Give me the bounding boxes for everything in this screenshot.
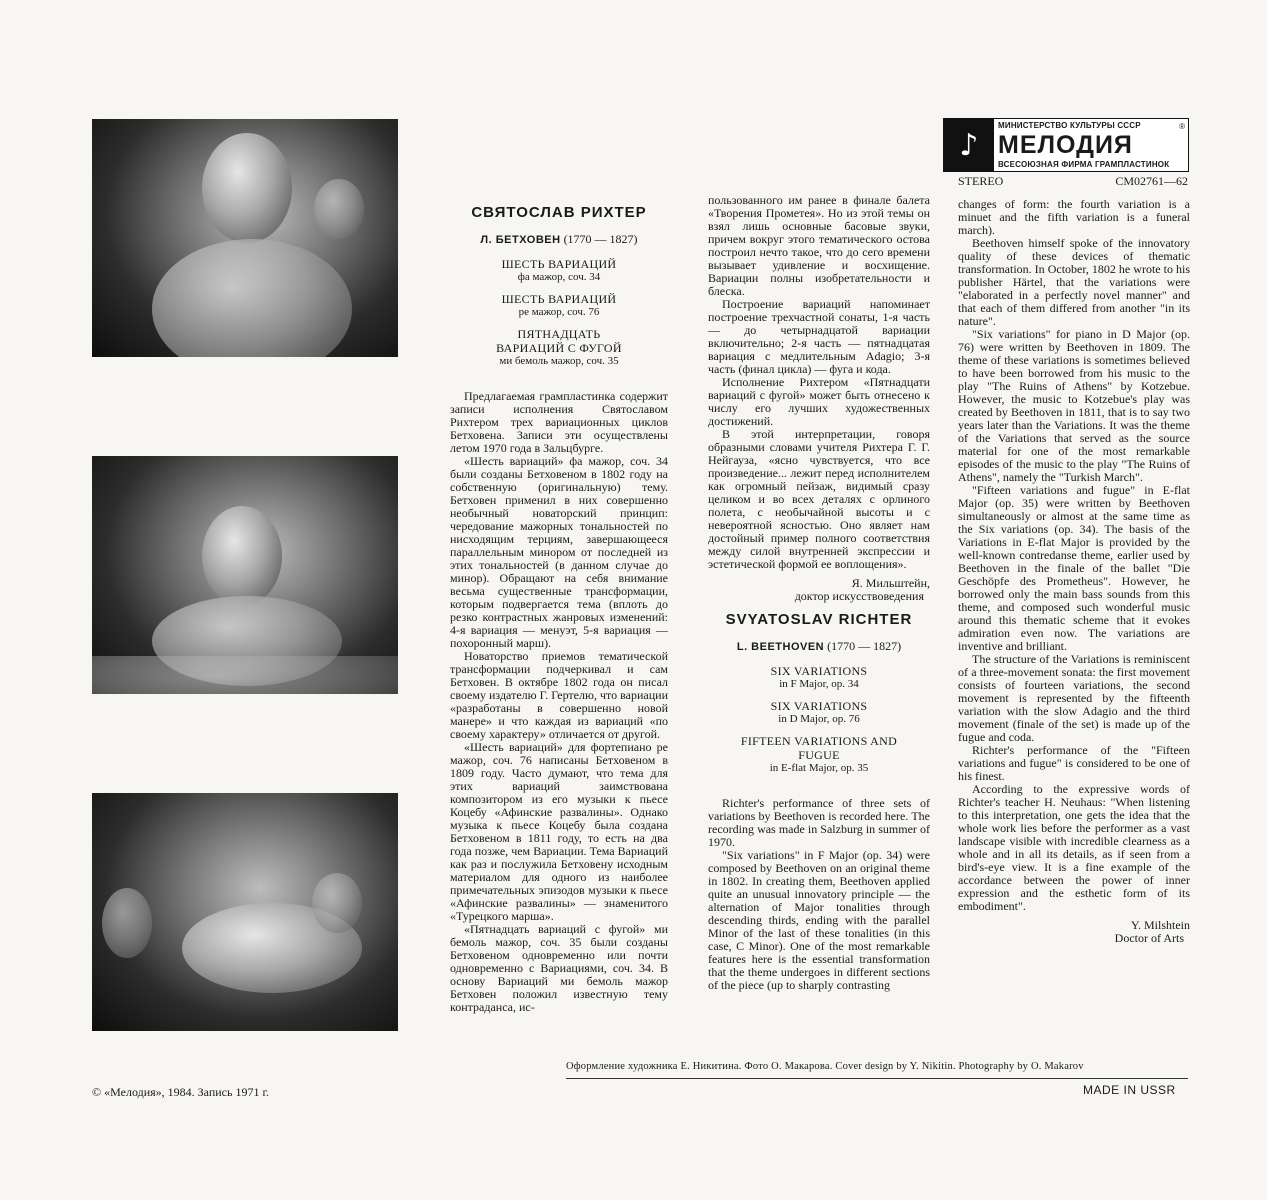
paragraph-ru: «Шесть вариаций» фа мажор, соч. 34 были созданы Бетховеном в 1802 году на собственную (оригинальную) тему. Бетховен применил в них совершенно необычный новаторский принцип: чередование мажорных тональностей по нисходящим терциям, завершающееся параллельным минором от последней из этих тональностей (в данном случае до минор). Обращают на себя внимание весьма существенные трансформации, которым подвергается тема (вплоть до резко контрастных жанровых изменений: 4-я вариация — менуэт, 5-я вариация — похоронный марш). xyxy=(450,454,668,650)
paragraph-en: Richter's performance of the "Fifteen variations and fugue" is considered to be one of his finest. xyxy=(958,743,1190,783)
logo-ministry-line: МИНИСТЕРСТВО КУЛЬТУРЫ СССР xyxy=(998,121,1141,130)
paragraph-en: "Six variations" for piano in D Major (op. 76) were written by Beethoven in 1809. The theme of these variations is sometimes believed to have been borrowed from his music to the play "The Ruins of Athens" by Kotzebue. However, the music to Kotzebue's play was created by Beethoven in 1811, that is to say two years later than the Variations. It was the theme of the Variations that served as the source material for one of the most remarkable episodes of the music to the play "The Ruins of Athens", namely the "Turkish March". xyxy=(958,327,1190,484)
paragraph-ru: «Шесть вариаций» для фортепиано ре мажор, соч. 76 написаны Бетховеном в 1809 году. Часто думают, что тема для этих вариаций заимствована композитором из его музыки к пьесе Коцебу «Афинские развалины». Однако музыка к пьесе Коцебу была создана Бетховеном в 1811 году, то есть на два года позже, чем Вариации. Тема Вариаций как раз и послужила Бетховену исходным материалом для одного из наиболее примечательных эпизодов музыки к пьесе «Афинские развалины» — знаменитого «Турецкого марша». xyxy=(450,740,668,923)
catalog-number: СМ02761—62 xyxy=(1115,174,1188,188)
composer-years-ru: (1770 — 1827) xyxy=(563,232,638,246)
paragraph-en: Richter's performance of three sets of variations by Beethoven is recorded here. The recording was made in Salzburg in summer of 1970. xyxy=(708,796,930,849)
column-russian-english xyxy=(708,194,930,992)
paragraph-en: Beethoven himself spoke of the innovatory quality of these devices of thematic transformation. In October, 1802 he wrote to his publisher Härtel, that the variations were "elaborated in a perfectly novel manner" and that each of them differed from another "in its nature". xyxy=(958,236,1190,328)
paragraph-en: "Six variations" in F Major (op. 34) were composed by Beethoven on an original theme in 1802. In creating them, Beethoven applied quite an unusual innovatory principle — the alternation of Major tonalities through descending thirds, ending with the parallel Minor of the last of these tonalities (in this case, C Minor). One of the most remarkable features here is the essential transformation that the theme undergoes in different sections of the piece (up to sharply contrasting xyxy=(708,848,930,992)
work-title-ru: ПЯТНАДЦАТЬ ВАРИАЦИЙ С ФУГОЙ xyxy=(496,327,622,355)
composer-years-en: (1770 — 1827) xyxy=(827,639,902,653)
work-key-en: in F Major, op. 34 xyxy=(779,678,859,690)
work-key-ru: ми бемоль мажор, соч. 35 xyxy=(499,355,619,367)
work-title-ru: ШЕСТЬ ВАРИАЦИЙ xyxy=(501,257,617,271)
catalog-info xyxy=(958,174,1188,189)
paragraph-en: According to the expressive words of Richter's teacher H. Neuhaus: "When listening to this interpretation, one gets the idea that the whole work lies before the performer as a vast landscape visible with incredible clearness as a whole and in all its details, as if seen from a bird's-eye view. It is a fine example of the accordance between the power of inner expression and the esthetic form of its embodiment". xyxy=(958,782,1190,913)
work-key-ru: фа мажор, соч. 34 xyxy=(517,271,601,283)
registered-mark: ® xyxy=(1179,122,1185,131)
paragraph-en: changes of form: the fourth variation is a minuet and the fifth variation is a funeral march). xyxy=(958,197,1190,237)
photo-richter-resting-on-piano xyxy=(92,793,398,1031)
melodiya-note-icon: ♪ xyxy=(944,119,994,171)
composer-name-en: L. BEETHOVEN xyxy=(736,641,825,653)
performer-name-en: SVYATOSLAV RICHTER xyxy=(725,611,913,628)
composer-en xyxy=(708,640,930,654)
logo-name: МЕЛОДИЯ xyxy=(998,131,1133,159)
composer-ru xyxy=(450,233,668,247)
paragraph-ru: пользованного им ранее в финале балета «Творения Прометея». Но из этой темы он взял лишь основные басовые звуки, причем вокруг этого тематического остова построил нечто такое, что до сего времени вызывает удивление и восхищение. Вариации полны изобретательности и блеска. xyxy=(708,193,930,298)
work-key-en: in E-flat Major, op. 35 xyxy=(769,762,869,774)
signature-name-en: Y. Milshtein xyxy=(1130,918,1190,932)
design-credits: Оформление художника Е. Никитина. Фото О. Макарова. Cover design by Y. Nikitin. Photography by O. Makarov xyxy=(566,1061,1084,1072)
column-english xyxy=(958,198,1190,955)
composer-name-ru: Л. БЕТХОВЕН xyxy=(480,234,561,246)
melodiya-logo xyxy=(943,118,1189,172)
work-title-ru: ШЕСТЬ ВАРИАЦИЙ xyxy=(501,292,617,306)
paragraph-ru: Предлагаемая грампластинка содержит записи исполнения Святославом Рихтером трех вариационных циклов Бетховена. Записи эти осуществлены летом 1970 года в Зальцбурге. xyxy=(450,389,668,455)
logo-company-line: ВСЕСОЮЗНАЯ ФИРМА ГРАМПЛАСТИНОК xyxy=(998,160,1170,169)
work-title-en: FIFTEEN VARIATIONS AND FUGUE xyxy=(740,734,898,762)
photo-richter-conducting xyxy=(92,119,398,357)
paragraph-en: The structure of the Variations is reminiscent of a three-movement sonata: the first movement consists of fourteen variations, the second movement is represented by the fifteenth variation with the slow Adagio and the third movement (finale of the set) is made up of the fugue and coda. xyxy=(958,652,1190,744)
column-russian-intro xyxy=(450,198,668,1014)
work-key-en: in D Major, op. 76 xyxy=(778,713,860,725)
paragraph-ru: Построение вариаций напоминает построение трехчастной сонаты, 1-я часть — до четырнадцатой вариации включительно; 2-я часть — пятнадцатая вариация с медлительным Adagio; 3-я часть (финал цикла) — фуга и кода. xyxy=(708,297,930,376)
paragraph-ru: «Пятнадцать вариаций с фугой» ми бемоль мажор, соч. 35 были созданы Бетховеном одновременно или почти одновременно с Вариациями, соч. 34. В основу Вариаций ми бемоль мажор Бетховен положил известную тему контраданса, ис- xyxy=(450,922,668,1014)
work-title-en: SIX VARIATIONS xyxy=(770,664,868,678)
signature-title-ru: доктор искусствоведения xyxy=(794,589,924,603)
made-in-label: MADE IN USSR xyxy=(1083,1083,1176,1097)
work-title-en: SIX VARIATIONS xyxy=(770,699,868,713)
signature-name-ru: Я. Мильштейн, xyxy=(851,576,930,590)
paragraph-en: "Fifteen variations and fugue" in E-flat Major (op. 35) were written by Beethoven simultaneously or almost at the same time as the Six variations (op. 34). The basis of the Variations in E-flat Major is provided by the well-known contredanse theme, earlier used by Beethoven in the finale of the ballet "Die Geschöpfe des Prometheus". However, he borrowed only the main bass sounds from this theme, and composed such wonderful music around this thematic scheme that it evokes admiration even now. The variations are inventive and brilliant. xyxy=(958,483,1190,653)
paragraph-ru: В этой интерпретации, говоря образными словами учителя Рихтера Г. Г. Нейгауза, «ясно чувствуется, что все произведение... лежит перед исполнителем как огромный пейзаж, видимый сразу целиком и во всех деталях с орлиного полета, с необычайной высоты и с невероятной ясностью. Оно являет нам достойный пример полного соответствия между силой внутренней экспрессии и эстетической формой ее воплощения». xyxy=(708,427,930,571)
work-key-ru: ре мажор, соч. 76 xyxy=(518,306,600,318)
paragraph-ru: Новаторство приемов тематической трансформации подчеркивал и сам Бетховен. В октябре 1802 года он писал своему издателю Г. Гертелю, что вариации «разработаны в совершенно новой манере» и что каждая из вариаций «по своему характеру» отличается от другой. xyxy=(450,649,668,741)
format-label: STEREO xyxy=(958,174,1004,188)
signature-title-en: Doctor of Arts xyxy=(1114,931,1184,945)
performer-name-ru: СВЯТОСЛАВ РИХТЕР xyxy=(471,204,647,221)
copyright-line: © «Мелодия», 1984. Запись 1971 г. xyxy=(92,1085,270,1099)
footer-divider xyxy=(566,1078,1188,1079)
photo-richter-at-piano xyxy=(92,456,398,694)
paragraph-ru: Исполнение Рихтером «Пятнадцати вариаций с фугой» может быть отнесено к числу его лучших художественных достижений. xyxy=(708,375,930,428)
